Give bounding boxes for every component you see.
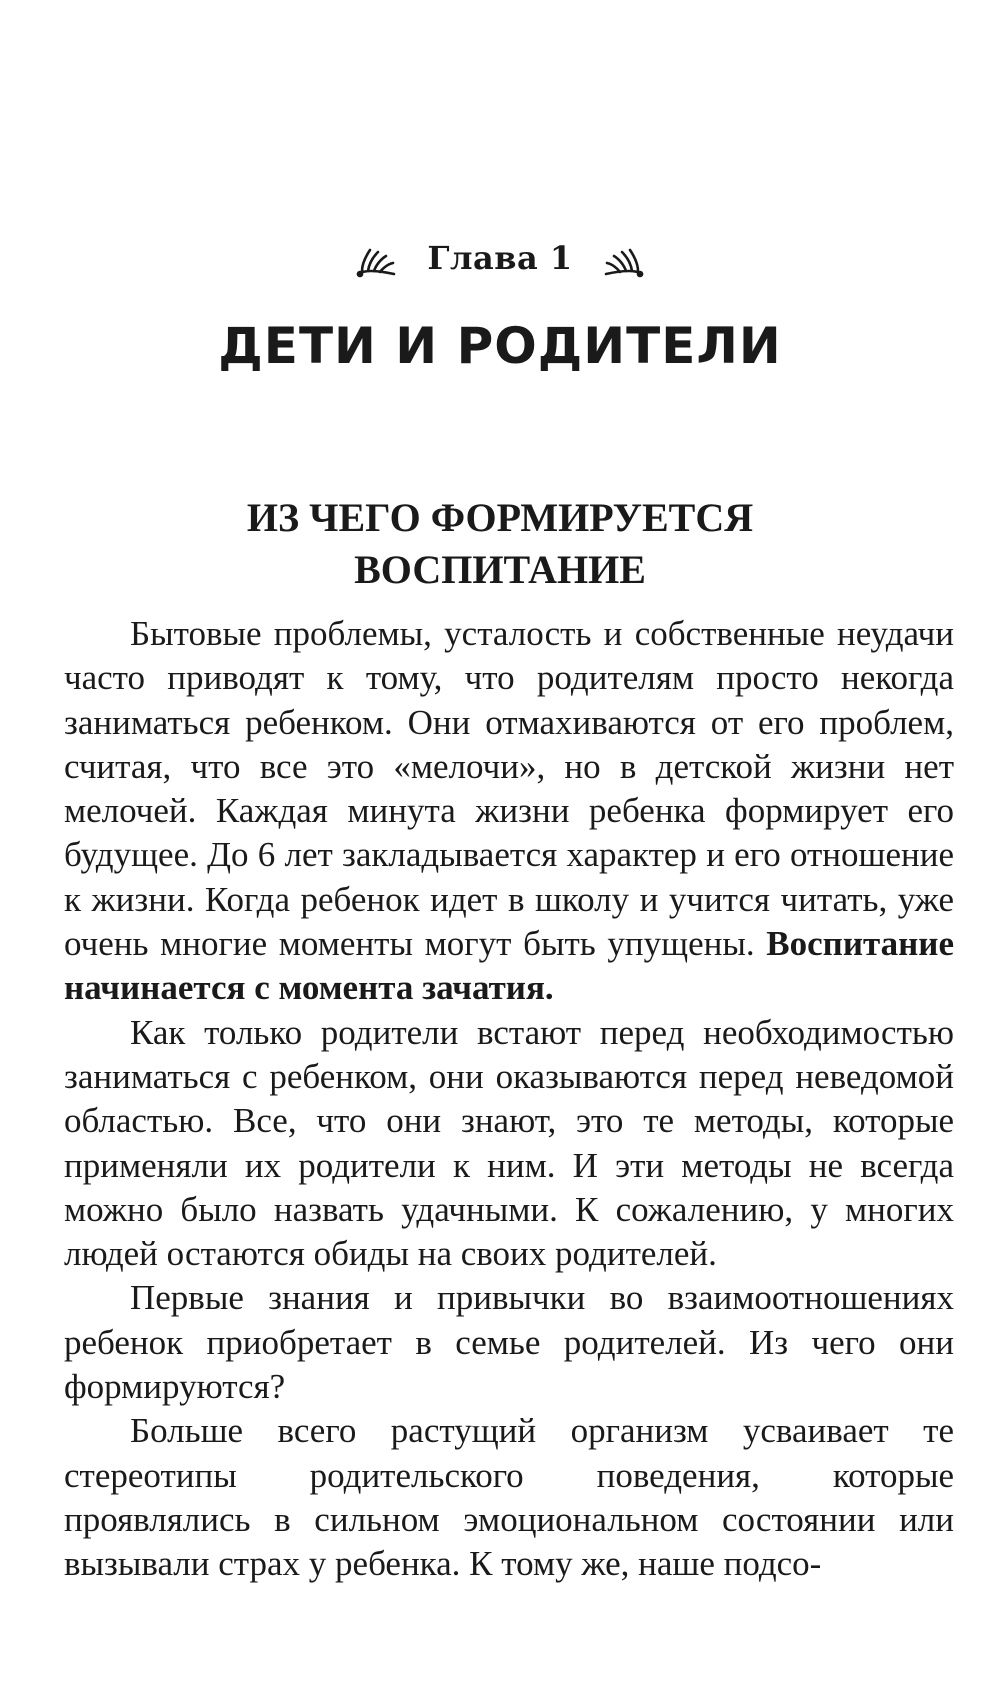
paragraph-2 (64, 1011, 954, 1277)
body-text (64, 612, 954, 1587)
paragraph-3-text: Первые знания и привычки во взаимоотношениях ребенок приобретает в семье родителей. Из чего они формируются? (64, 1278, 954, 1407)
chapter-title: ДЕТИ И РОДИТЕЛИ (218, 317, 782, 375)
left-ornament-icon (354, 244, 398, 278)
chapter-label: Глава 1 (427, 239, 573, 277)
paragraph-1-bold-text: Воспитание начинается с момента зачатия. (64, 924, 954, 1008)
chapter-heading (0, 236, 1000, 280)
paragraph-3 (64, 1276, 954, 1409)
right-ornament-icon (602, 244, 646, 278)
section-title (0, 492, 1000, 596)
paragraph-1-text: Бытовые проблемы, усталость и собственные неудачи часто приводят к тому, что родителям просто некогда заниматься ребенком. Они отмахиваются от его проблем, считая, что все это «мелочи», но в детской жизни нет мелочей. Каждая минута жизни ребенка формирует его будущее. До 6 лет закладывается характер и его отношение к жизни. Когда ребенок идет в школу и учится читать, уже очень многие моменты могут быть упущены. (64, 614, 954, 964)
section-title-line-1: ИЗ ЧЕГО ФОРМИРУЕТСЯ (246, 495, 754, 540)
section-title-line-2: ВОСПИТАНИЕ (354, 547, 646, 592)
paragraph-4-text: Больше всего растущий организм усваивает те стереотипы родительского поведения, которые проявлялись в сильном эмоциональном состоянии или вызывали страх у ребенка. К тому же, наше подсо- (64, 1411, 954, 1584)
paragraph-1 (64, 612, 954, 1011)
paragraph-4 (64, 1409, 954, 1586)
paragraph-2-text: Как только родители встают перед необходимостью заниматься с ребенком, они оказываются перед неведомой областью. Все, что они знают, это те методы, которые применяли их родители к ним. И эти методы не всегда можно было назвать удачными. К сожалению, у многих людей остаются обиды на своих родителей. (64, 1012, 954, 1274)
